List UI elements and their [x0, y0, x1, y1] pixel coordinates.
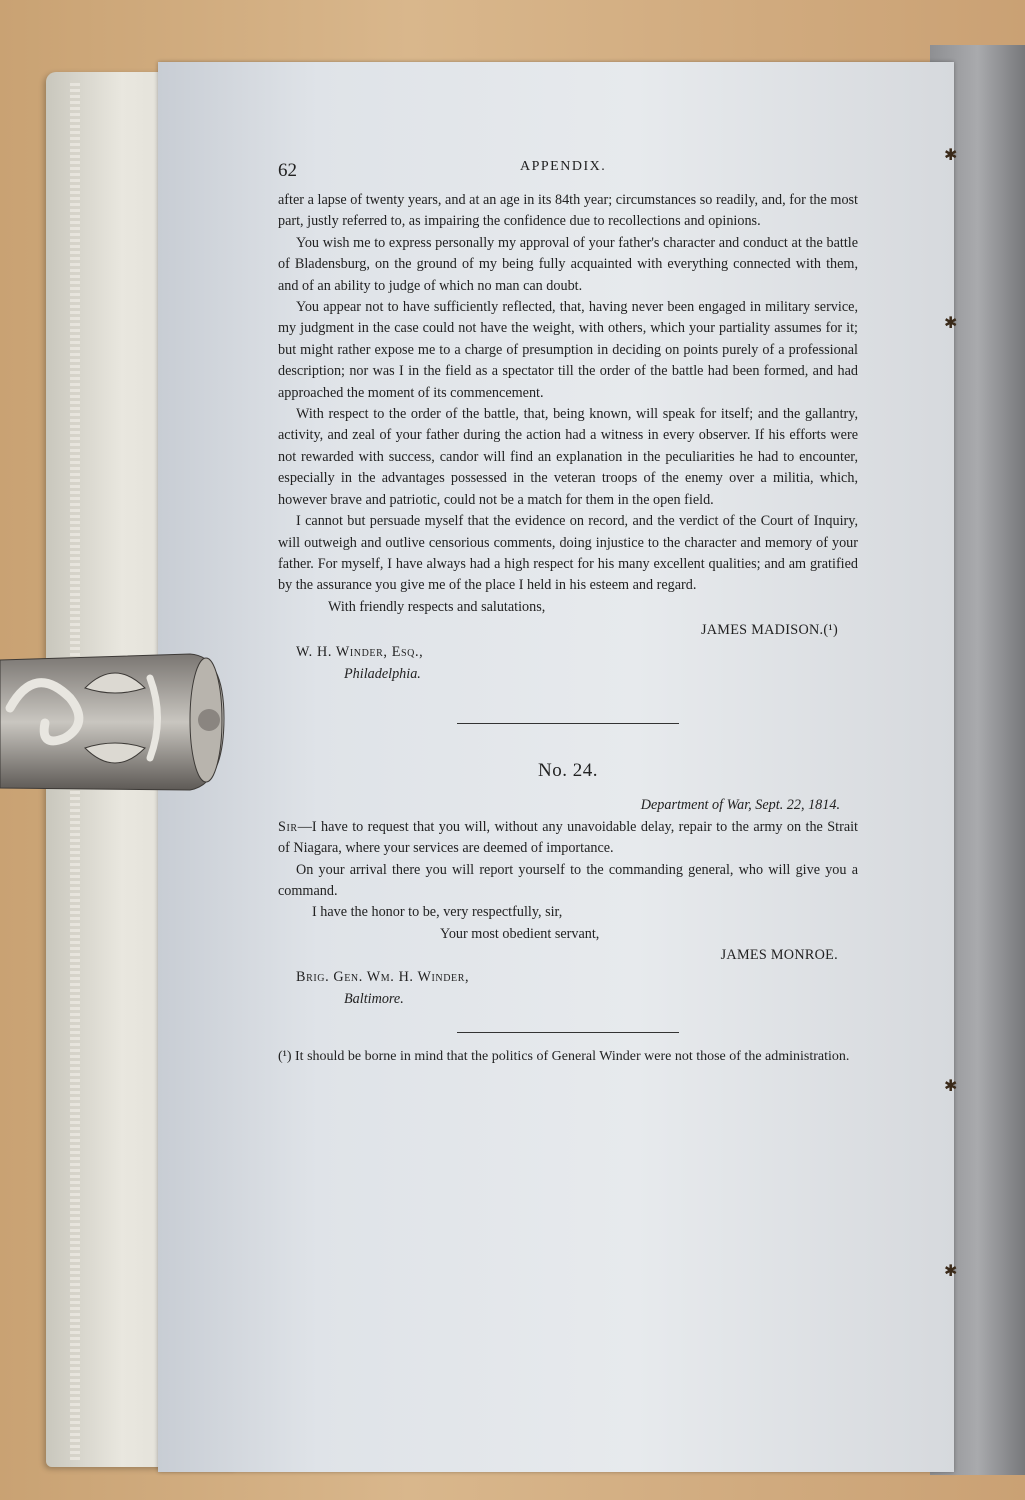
closing-servant: Your most obedient servant,: [440, 925, 600, 942]
addressee: W. H. Winder, Esq.,: [296, 644, 424, 661]
signature-madison: JAMES MADISON.(¹): [700, 622, 838, 639]
paragraph: [278, 817, 858, 860]
dateline: Department of War, Sept. 22, 1814.: [640, 797, 840, 814]
paragraph: You appear not to have sufficiently reflected, that, having never been engaged in military service, my judgment in the case could not have the weight, with others, which your partiality assumes for it; but might rather expose me to a charge of presumption in deciding on points purely of a professional description; nor was I in the field as a spectator till the order of the battle had been formed, and had approached the moment of its commencement.: [278, 299, 858, 401]
paragraph: You wish me to express personally my approval of your father's character and conduct at the battle of Bladensburg, on the ground of my being fully acquainted with everything connected with them, and of an ability to judge of which no man can doubt.: [278, 234, 858, 294]
page-text: [278, 150, 858, 1067]
document-number: No. 24.: [538, 759, 598, 781]
signature-monroe: JAMES MONROE.: [720, 947, 838, 964]
stitch-mark: ✱: [944, 315, 958, 332]
closing: I have the honor to be, very respectfully, sir,: [312, 904, 563, 921]
stitch-mark: ✱: [944, 1263, 958, 1280]
paragraph: I cannot but persuade myself that the evidence on record, and the verdict of the Court of Inquiry, will outweigh and outlive censorious comments, doing injustice to the character and memory of your father. For myself, I have always had a high respect for his many excellent qualities; and am gratified by the assurance you give me of the place I held in his esteem and regard.: [278, 513, 858, 594]
signature-row: [278, 620, 858, 642]
stitch-mark: ✱: [944, 1078, 958, 1095]
addressee-city: Philadelphia.: [344, 665, 421, 682]
silver-bookmark: [0, 648, 226, 796]
addressee: Brig. Gen. Wm. H. Winder,: [296, 969, 470, 986]
stitch-mark: ✱: [944, 147, 958, 164]
paragraph: On your arrival there you will report yourself to the commanding general, who will give you a command.: [278, 861, 858, 899]
footnote: (¹) It should be borne in mind that the politics of General Winder were not those of the administration.: [278, 1049, 850, 1064]
paragraph: after a lapse of twenty years, and at an age in its 84th year; circumstances so readily, and, for the most part, justly referred to, as impairing the confidence due to recollections and opinions.: [278, 192, 858, 230]
signature-row: [278, 945, 858, 967]
running-title: APPENDIX.: [520, 159, 607, 174]
closing: With friendly respects and salutations,: [328, 598, 546, 615]
addressee-city: Baltimore.: [344, 990, 404, 1007]
salutation: Sir: [278, 818, 298, 835]
paragraph: With respect to the order of the battle, that, being known, will speak for itself; and the gallantry, activity, and zeal of your father during the action had a witness in every observer. If his efforts were not rewarded with success, candor will find an explanation in the peculiarities he had to encounter, especially in the advantages possessed in the veteran troops of the enemy over a militia, which, however brave and patriotic, could not be a match for them in the open field.: [278, 406, 858, 508]
page-number: 62: [278, 160, 297, 181]
running-head: [278, 150, 858, 190]
paragraph-text: —I have to request that you will, without any unavoidable delay, repair to the army on the Strait of Niagara, where your services are deemed of importance.: [278, 818, 858, 857]
